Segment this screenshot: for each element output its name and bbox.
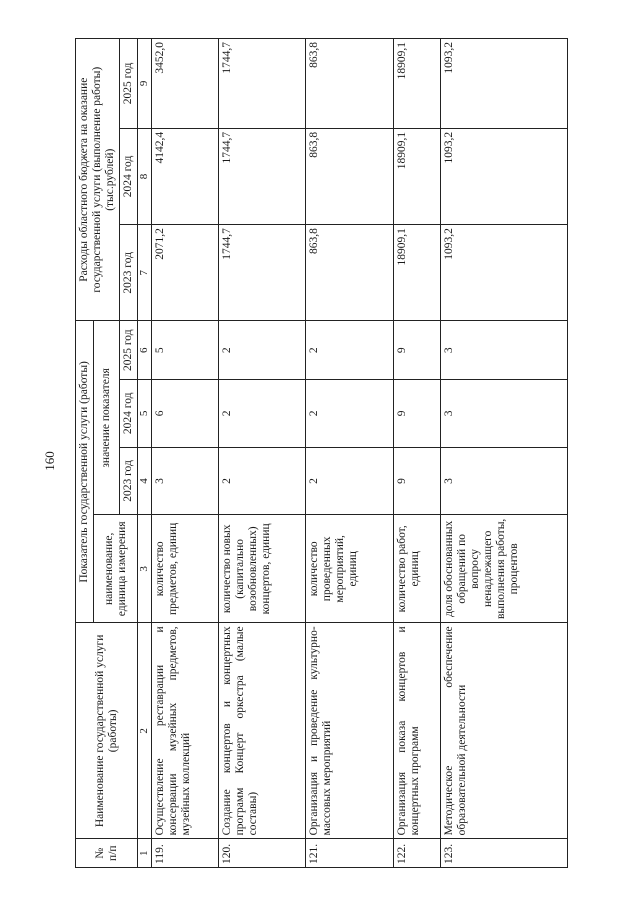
header-expenses: Расходы областного бюджета на оказание государственной услуги (выполнение работы) (тыс.рублей) xyxy=(76,39,120,321)
value-2024: 3 xyxy=(441,379,568,447)
value-2025: 3 xyxy=(441,321,568,380)
value-2025: 2 xyxy=(306,321,393,380)
row-number: 123. xyxy=(441,839,568,868)
service-name: Организация показа концертов и концертных программ xyxy=(393,623,440,839)
expense-2024: 1093,2 xyxy=(441,128,568,224)
column-number: 9 xyxy=(138,39,152,129)
expense-2025: 1744,7 xyxy=(219,39,306,129)
expense-2025: 18909,1 xyxy=(393,39,440,129)
value-2023: 9 xyxy=(393,447,440,515)
service-name: Осуществление реставрации и консервации музейных предметов, музейных коллекций xyxy=(152,623,219,839)
header-expense-2023: 2023 год xyxy=(120,225,138,321)
row-number: 120. xyxy=(219,839,306,868)
expense-2025: 1093,2 xyxy=(441,39,568,129)
row-number: 121. xyxy=(306,839,393,868)
row-number: 122. xyxy=(393,839,440,868)
header-indicator: Показатель государственной услуги (работы) xyxy=(76,321,94,623)
indicator-name: доля обоснованных обращений по вопросу ненадлежащего выполнения работы, процентов xyxy=(441,515,568,623)
indicator-name: количество проведенных мероприятий, единиц xyxy=(306,515,393,623)
column-number: 8 xyxy=(138,128,152,224)
header-indicator-name: наименование, единица измерения xyxy=(94,515,138,623)
column-number: 1 xyxy=(138,839,152,868)
column-number: 3 xyxy=(138,515,152,623)
header-num: № п/п xyxy=(76,839,138,868)
value-2023: 2 xyxy=(306,447,393,515)
value-2024: 9 xyxy=(393,379,440,447)
table-row xyxy=(393,39,440,868)
service-name: Создание концертов и концертных программ Концерт оркестра (малые составы) xyxy=(219,623,306,839)
column-number: 7 xyxy=(138,225,152,321)
services-table xyxy=(75,38,568,868)
service-name: Методическое обеспечение образовательной деятельности xyxy=(441,623,568,839)
header-value-2024: 2024 год xyxy=(120,379,138,447)
value-2025: 9 xyxy=(393,321,440,380)
value-2023: 3 xyxy=(441,447,568,515)
column-numbers-row xyxy=(138,39,152,868)
expense-2024: 18909,1 xyxy=(393,128,440,224)
expense-2024: 863,8 xyxy=(306,128,393,224)
column-number: 4 xyxy=(138,447,152,515)
header-value-2025: 2025 год xyxy=(120,321,138,380)
expense-2024: 4142,4 xyxy=(152,128,219,224)
indicator-name: количество предметов, единиц xyxy=(152,515,219,623)
expense-2023: 1093,2 xyxy=(441,225,568,321)
header-expense-2025: 2025 год xyxy=(120,39,138,129)
table-row xyxy=(306,39,393,868)
expense-2023: 863,8 xyxy=(306,225,393,321)
value-2023: 3 xyxy=(152,447,219,515)
page-number: 160 xyxy=(42,451,57,471)
row-number: 119. xyxy=(152,839,219,868)
value-2024: 2 xyxy=(306,379,393,447)
expense-2025: 863,8 xyxy=(306,39,393,129)
expense-2023: 1744,7 xyxy=(219,225,306,321)
value-2025: 5 xyxy=(152,321,219,380)
expense-2024: 1744,7 xyxy=(219,128,306,224)
table-row xyxy=(219,39,306,868)
column-number: 6 xyxy=(138,321,152,380)
value-2024: 6 xyxy=(152,379,219,447)
expense-2023: 18909,1 xyxy=(393,225,440,321)
expense-2023: 2071,2 xyxy=(152,225,219,321)
value-2025: 2 xyxy=(219,321,306,380)
header-indicator-value: значение показателя xyxy=(94,321,120,515)
header-value-2023: 2023 год xyxy=(120,447,138,515)
header-expense-2024: 2024 год xyxy=(120,128,138,224)
header-service-name: Наименование государственной услуги (работы) xyxy=(76,623,138,839)
expense-2025: 3452,0 xyxy=(152,39,219,129)
table-row xyxy=(152,39,219,868)
column-number: 2 xyxy=(138,623,152,839)
table-row xyxy=(441,39,568,868)
indicator-name: количество работ, единиц xyxy=(393,515,440,623)
services-table-container xyxy=(75,38,560,868)
value-2024: 2 xyxy=(219,379,306,447)
indicator-name: количество новых (капитально возобновленных) концертов, единиц xyxy=(219,515,306,623)
service-name: Организация и проведение культурно-массовых мероприятий xyxy=(306,623,393,839)
value-2023: 2 xyxy=(219,447,306,515)
column-number: 5 xyxy=(138,379,152,447)
